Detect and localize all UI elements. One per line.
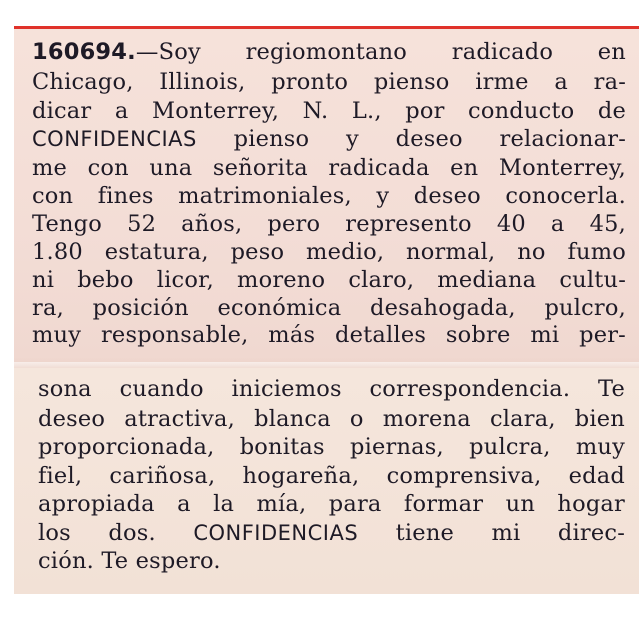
ad-text: los dos. [38, 520, 194, 546]
ad-line-5: me con una señorita radicada en Monterrey, [32, 155, 626, 181]
ad-line-6: con fines matrimoniales, y deseo conocerla. [32, 183, 626, 209]
ad-line-13: deseo atractiva, blanca o morena clara, bien [38, 406, 625, 432]
ad-line-17 [38, 520, 625, 547]
ad-text: tiene mi direc- [358, 520, 626, 546]
ad-line-18: ción. Te espero. [38, 548, 221, 574]
ad-line-3: dicar a Monterrey, N. L., por conducto de [32, 98, 626, 124]
ad-line-1 [32, 39, 626, 66]
ad-line-14: proporcionada, bonitas piernas, pulcra, muy [38, 434, 625, 460]
ad-text: —Soy regiomontano radicado en [135, 39, 626, 65]
ad-line-4 [32, 126, 626, 153]
magazine-name: CONFIDENCIAS [193, 521, 359, 545]
ad-line-10: ra, posición económica desahogada, pulcro, [32, 295, 626, 321]
magazine-name: CONFIDENCIAS [32, 127, 197, 151]
ad-line-16: apropiada a la mía, para formar un hogar [38, 491, 625, 517]
newspaper-clipping-top [14, 26, 639, 362]
ad-text: pienso y deseo relacionar- [196, 126, 626, 152]
ad-line-11: muy responsable, más detalles sobre mi per- [32, 322, 626, 348]
ad-line-7: Tengo 52 años, pero represento 40 a 45, [32, 211, 626, 237]
ad-line-9: ni bebo licor, moreno claro, mediana cultu- [32, 267, 626, 293]
ad-number: 160694. [32, 39, 136, 65]
ad-line-12: sona cuando iniciemos correspondencia. Te [38, 376, 625, 402]
newspaper-clipping-bottom [14, 368, 639, 594]
ad-line-2: Chicago, Illinois, pronto pienso irme a ra- [32, 69, 626, 95]
ad-line-8: 1.80 estatura, peso medio, normal, no fumo [32, 239, 626, 265]
ad-line-15: fiel, cariñosa, hogareña, comprensiva, edad [38, 463, 625, 489]
